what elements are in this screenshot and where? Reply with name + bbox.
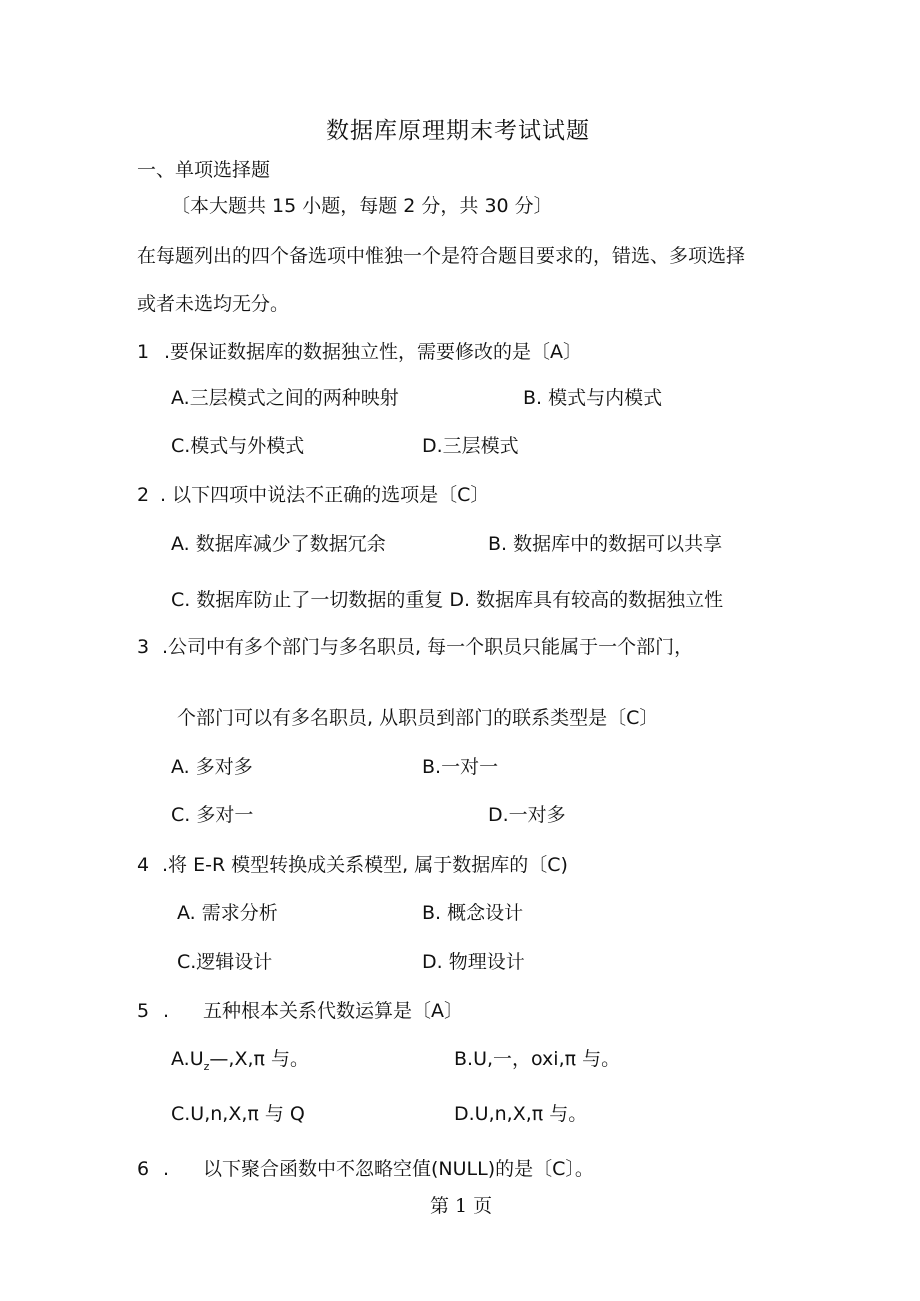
question-3-number: 3: [137, 636, 150, 658]
question-1-text: .要保证数据库的数据独立性，需要修改的是〔A〕: [164, 341, 583, 363]
question-5-option-a-start: A.U: [171, 1048, 204, 1070]
question-3-text-continued: 个部门可以有多名职员, 从职员到部门的联系类型是〔C〕: [177, 707, 659, 729]
question-2-text: . 以下四项中说法不正确的选项是〔C〕: [160, 484, 490, 506]
question-4-option-c: C.逻辑设计: [177, 951, 273, 973]
question-5-option-a-subscript: z: [203, 1059, 210, 1073]
question-5-option-c: C.U,n,X,π 与 Q: [171, 1103, 305, 1125]
question-5-text: 五种根本关系代数运算是〔A〕: [203, 1000, 463, 1022]
question-4-number: 4: [137, 854, 150, 876]
question-2-option-cd: C. 数据库防止了一切数据的重复 D. 数据库具有较高的数据独立性: [171, 589, 724, 611]
question-5-number: 5: [137, 1000, 150, 1022]
question-5-option-b: B.U,一，oxi,π 与。: [454, 1048, 621, 1070]
page-number: 第 1 页: [430, 1195, 493, 1217]
question-3-option-a: A. 多对多: [171, 756, 253, 778]
question-5-option-a: [171, 1050, 309, 1072]
question-6-number: 6: [137, 1158, 150, 1180]
question-2-number: 2: [137, 484, 150, 506]
question-6-text: 以下聚合函数中不忽略空值(NULL)的是〔C〕。: [203, 1158, 594, 1180]
question-2-option-a: A. 数据库减少了数据冗余: [171, 533, 386, 555]
question-3-option-d: D.一对多: [488, 804, 566, 826]
question-1-option-c: C.模式与外模式: [171, 435, 305, 457]
question-1-option-a: A.三层模式之间的两种映射: [171, 387, 399, 409]
question-1-option-b: B. 模式与内模式: [523, 387, 663, 409]
page-title: 数据库原理期末考试试题: [326, 118, 590, 144]
section-heading: 一、单项选择题: [137, 159, 271, 181]
instruction-line-1: 在每题列出的四个备选项中惟独一个是符合题目要求的，错选、多项选择: [137, 245, 746, 267]
question-4-option-d: D. 物理设计: [422, 951, 525, 973]
question-1-option-d: D.三层模式: [422, 435, 519, 457]
question-2-option-b: B. 数据库中的数据可以共享: [488, 533, 723, 555]
question-6-dot: .: [163, 1158, 170, 1180]
question-4-text: .将 E-R 模型转换成关系模型, 属于数据库的〔C): [162, 854, 568, 876]
question-3-option-c: C. 多对一: [171, 804, 254, 826]
section-note: 〔本大题共 15 小题，每题 2 分，共 30 分〕: [171, 195, 553, 217]
question-3-option-b: B.一对一: [422, 756, 499, 778]
question-5-option-d: D.U,n,X,π 与。: [454, 1103, 588, 1125]
question-5-dot: .: [163, 1000, 170, 1022]
question-1-number: 1: [137, 341, 150, 363]
question-3-text: .公司中有多个部门与多名职员, 每一个职员只能属于一个部门，: [162, 636, 694, 658]
question-4-option-b: B. 概念设计: [422, 902, 524, 924]
instruction-line-2: 或者未选均无分。: [137, 293, 290, 315]
question-4-option-a: A. 需求分析: [177, 902, 278, 924]
question-5-option-a-end: —,X,π 与。: [209, 1048, 309, 1070]
